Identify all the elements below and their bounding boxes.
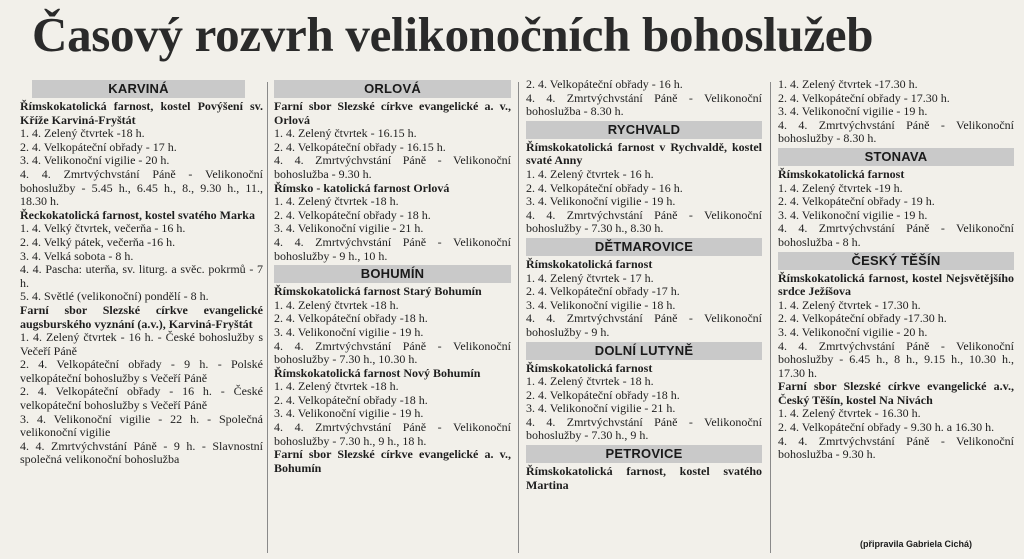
service-line: 3. 4. Velikonoční vigilie - 22 h. - Společná velikonoční vigilie [20,411,263,440]
service-line: 3. 4. Velká sobota - 8 h. [20,248,134,263]
service-line: 2. 4. Velkopáteční obřady -18 h. [526,387,680,402]
town-heading-dolni-lutyne: DOLNÍ LUTYNĚ [526,342,762,360]
service-line: 4. 4. Zmrtvýchvstání Páně - Velikonoční bohoslužby - 7.30 h., 10.30 h. [274,338,511,367]
service-line: 1. 4. Zelený čtvrtek - 18 h. [526,374,654,389]
column-divider [518,82,519,553]
parish-name: Římskokatolická farnost [526,360,653,375]
town-heading-karvina: KARVINÁ [32,80,245,98]
column-1 [20,78,263,559]
parish-name: Farní sbor Slezské církve evangelické augsburského vyznání (a.v.), Karviná-Fryštát [20,302,263,331]
service-line: 4. 4. Zmrtvýchvstání Páně - Velikonoční bohoslužby - 7.30 h., 8.30 h. [526,207,762,236]
parish-name: Řeckokatolická farnost, kostel svatého Marka [20,207,255,222]
service-line: 4. 4. Zmrtvýchvstání Páně - Velikonoční bohoslužby - 7.30 h., 9 h., 18 h. [274,420,511,448]
parish-name: Římskokatolická farnost Nový Bohumín [274,365,481,380]
service-line: 4. 4. Zmrtvýchvstání Páně - Velikonoční bohoslužby - 7.30 h., 9 h. [526,414,762,443]
column-4 [778,78,1014,559]
service-line: 3. 4. Velikonoční vigilie - 19 h. [274,324,424,339]
town-heading-detmarovice: DĚTMAROVICE [526,238,762,256]
column-3 [526,78,762,559]
service-line: 2. 4. Velkopáteční obřady - 9 h. - Polské velkopáteční bohoslužby s Večeří Páně [20,357,263,385]
author-credit: (připravila Gabriela Cichá) [859,539,972,549]
parish-name: Farní sbor Slezské církve evangelické a.v., Český Těšín, kostel Na Nivách [778,379,1014,407]
service-line: 3. 4. Velikonoční vigilie - 20 h. [778,324,928,339]
service-line: 2. 4. Velkopáteční obřady -17.30 h. [778,311,947,326]
service-line: 4. 4. Zmrtvýchvstání Páně - 9 h. - Slavnostní společná velikonoční bohoslužba [20,438,263,467]
service-line: 1. 4. Zelený čtvrtek -17.30 h. [778,77,918,91]
page-title: Časový rozvrh velikonočních bohoslužeb [32,7,874,62]
service-line: 1. 4. Zelený čtvrtek -18 h. [274,379,399,394]
service-line: 5. 4. Světlé (velikonoční) pondělí - 8 h. [20,289,209,304]
parish-name: Římskokatolická farnost [778,166,905,181]
service-line: 3. 4. Velikonoční vigilie - 19 h. [274,406,424,421]
service-line: 3. 4. Velikonoční vigilie - 19 h. [778,104,928,119]
town-heading-cesky-tesin: ČESKÝ TĚŠÍN [778,252,1014,270]
parish-name: Římsko - katolická farnost Orlová [274,180,450,195]
service-line: 2. 4. Velkopáteční obřady - 16.15 h. [274,139,446,154]
service-line: 2. 4. Velkopáteční obřady - 18 h. [274,207,431,222]
service-line: 4. 4. Zmrtvýchvstání Páně - Velikonoční bohoslužby - 9 h., 10 h. [274,234,511,263]
service-line: 3. 4. Velikonoční vigilie - 18 h. [526,297,676,312]
town-heading-petrovice: PETROVICE [526,445,762,463]
service-line: 4. 4. Zmrtvýchvstání Páně - Velikonoční bohoslužby - 5.45 h., 6.45 h., 8., 9.30 h., 11., 18.30 h. [20,166,263,209]
service-line: 2. 4. Velkopáteční obřady - 16 h. [526,180,683,195]
service-line: 2. 4. Velkopáteční obřady - 19 h. [778,194,935,209]
service-line: 4. 4. Zmrtvýchvstání Páně - Velikonoční bohoslužby - 6.45 h., 8 h., 9.15 h., 10.30 h., 17.30 h. [778,338,1014,380]
service-line: 1. 4. Zelený čtvrtek -18 h. [20,126,145,141]
town-heading-bohumin: BOHUMÍN [274,265,511,283]
service-line: 4. 4. Pascha: uterňa, sv. liturg. a svěc. pokrmů - 7 h. [20,262,263,290]
service-line: 1. 4. Zelený čtvrtek -18 h. [274,194,399,209]
service-line: 2. 4. Velkopáteční obřady - 17.30 h. [778,90,950,105]
parish-name: Římskokatolická farnost v Rychvaldě, kostel svaté Anny [526,139,762,168]
service-line: 2. 4. Velkopáteční obřady - 17 h. [20,139,177,154]
column-2 [274,78,511,559]
parish-name: Římskokatolická farnost, kostel Nejsvětějšího srdce Ježíšova [778,270,1014,299]
parish-name: Farní sbor Slezské církve evangelické a. v., Orlová [274,99,511,127]
town-heading-orlova: ORLOVÁ [274,80,511,98]
service-line: 4. 4. Zmrtvýchvstání Páně - Velikonoční bohoslužby - 8.30 h. [778,117,1014,146]
parish-name: Farní sbor Slezské církve evangelické a. v., Bohumín [274,447,511,475]
service-line: 1. 4. Zelený čtvrtek - 16 h. [526,166,654,181]
service-line: 4. 4. Zmrtvýchvstání Páně - Velikonoční bohoslužba - 9.30 h. [274,153,511,181]
column-divider [267,82,268,553]
town-heading-stonava: STONAVA [778,148,1014,166]
service-line: 3. 4. Velikonoční vigilie - 20 h. [20,153,170,168]
service-line: 1. 4. Zelený čtvrtek - 17.30 h. [778,297,921,312]
service-line: 4. 4. Zmrtvýchvstání Páně - Velikonoční bohoslužby - 9 h. [526,311,762,339]
service-line: 2. 4. Velkopáteční obřady - 16 h. - České velkopáteční bohoslužby s Večeří Páně [20,384,263,413]
service-line: 1. 4. Velký čtvrtek, večerňa - 16 h. [20,221,186,236]
service-line: 3. 4. Velikonoční vigilie - 21 h. [274,221,424,236]
column-divider [770,82,771,553]
service-line: 1. 4. Zelený čtvrtek -19 h. [778,180,903,195]
parish-name: Římskokatolická farnost, kostel svatého Martina [526,464,762,492]
service-line: 2. 4. Velký pátek, večerňa -16 h. [20,234,176,249]
service-line: 3. 4. Velikonoční vigilie - 19 h. [526,194,676,209]
service-line: 1. 4. Zelený čtvrtek -18 h. [274,297,399,312]
service-line: 3. 4. Velikonoční vigilie - 19 h. [778,207,928,222]
parish-name: Římskokatolická farnost [526,256,653,271]
service-line: 4. 4. Zmrtvýchvstání Páně - Velikonoční bohoslužba - 8 h. [778,221,1014,249]
service-line: 1. 4. Zelený čtvrtek - 16 h. - České bohoslužby s Večeří Páně [20,330,263,358]
service-line: 2. 4. Velkopáteční obřady -18 h. [274,392,428,407]
service-line: 3. 4. Velikonoční vigilie - 21 h. [526,401,676,416]
service-line: 4. 4. Zmrtvýchvstání Páně - Velikonoční bohoslužba - 8.30 h. [526,90,762,119]
parish-name: Římskokatolická farnost Starý Bohumín [274,284,482,299]
service-line: 1. 4. Zelený čtvrtek - 16.15 h. [274,126,417,141]
service-line: 2. 4. Velkopáteční obřady -18 h. [274,311,428,326]
parish-name: Římskokatolická farnost, kostel Povýšení sv. Kříže Karviná-Fryštát [20,99,263,127]
service-line: 1. 4. Zelený čtvrtek - 17 h. [526,270,654,285]
town-heading-rychvald: RYCHVALD [526,121,762,139]
service-line: 4. 4. Zmrtvýchvstání Páně - Velikonoční bohoslužba - 9.30 h. [778,433,1014,462]
service-line: 2. 4. Velkopáteční obřady - 16 h. [526,77,683,91]
service-line: 2. 4. Velkopáteční obřady - 9.30 h. a 16.30 h. [778,420,995,435]
service-line: 2. 4. Velkopáteční obřady -17 h. [526,284,680,299]
service-line: 1. 4. Zelený čtvrtek - 16.30 h. [778,406,921,421]
